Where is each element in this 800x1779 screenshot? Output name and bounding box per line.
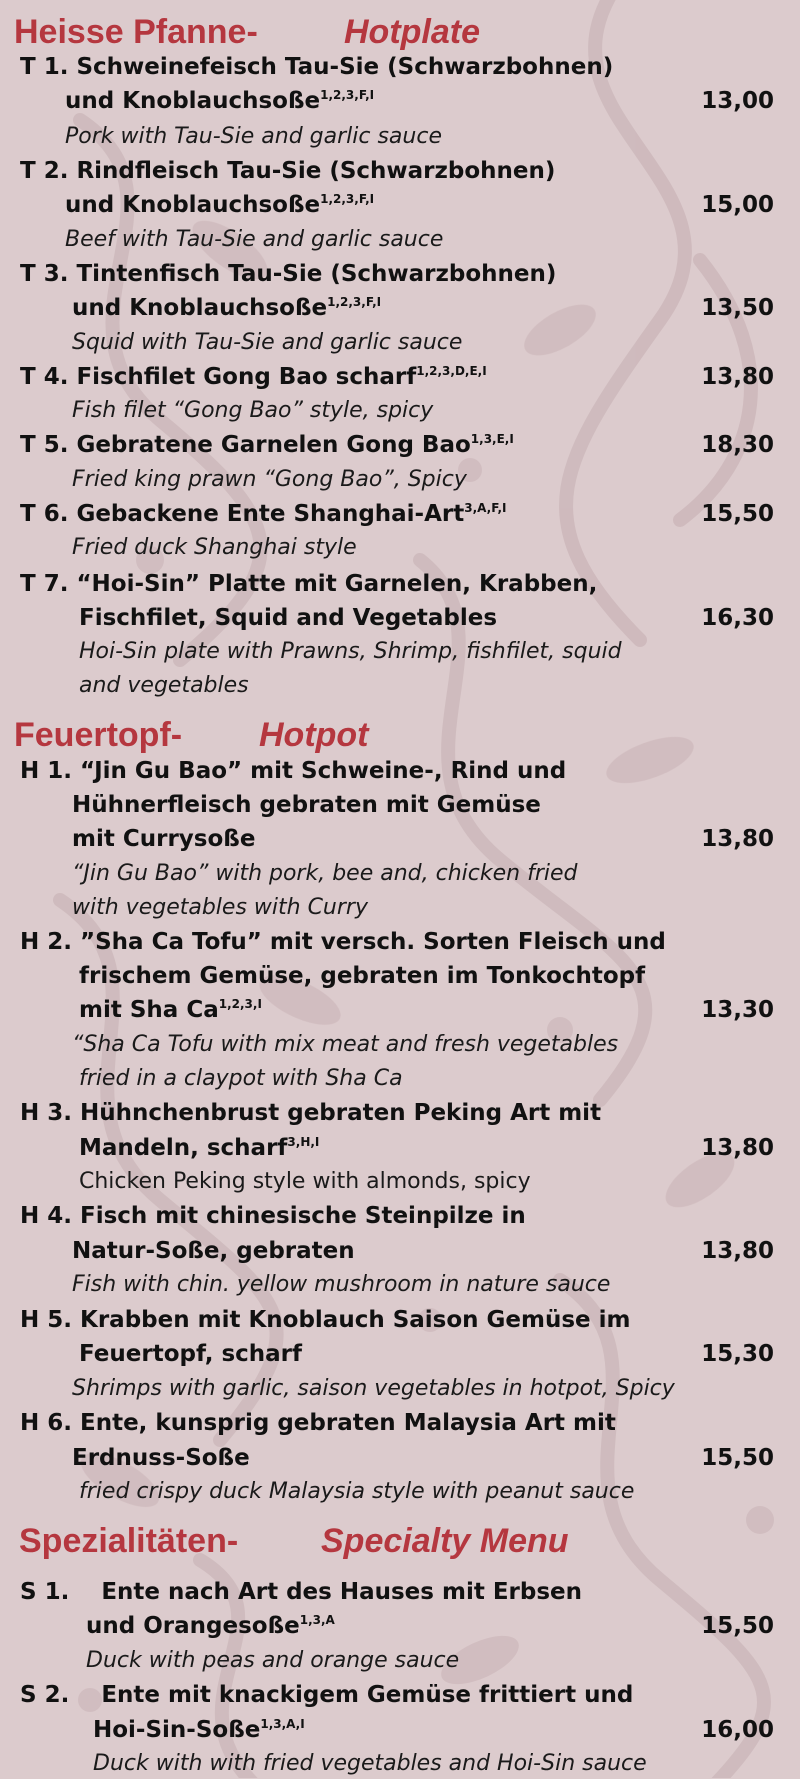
item-description: Duck with peas and orange sauce	[86, 1648, 460, 1673]
section-title-hotplate	[14, 12, 480, 52]
item-price: 15,50	[701, 1613, 774, 1639]
item-description: Fried king prawn “Gong Bao”, Spicy	[72, 467, 467, 492]
allergen-codes: 1,2,3,F,I	[327, 295, 382, 309]
allergen-codes: 1,2,3,I	[218, 997, 262, 1011]
item-description: fried crispy duck Malaysia style with peanut sauce	[79, 1479, 635, 1504]
section-title-de: Heisse Pfanne-	[14, 13, 258, 51]
item-name-line: H 2. ”Sha Ca Tofu” mit versch. Sorten Fleisch und	[20, 929, 666, 955]
item-name-line: S 1. Ente nach Art des Hauses mit Erbsen	[20, 1579, 583, 1605]
section-title-en: Hotplate	[344, 13, 480, 51]
section-title-en: Hotpot	[259, 716, 369, 754]
item-name-line: T 1. Schweinefeisch Tau-Sie (Schwarzbohnen)	[20, 54, 614, 80]
item-name-line: und Knoblauchsoße$^{1,2,3,F,I}$	[65, 192, 375, 218]
allergen-codes: 1,3,A	[299, 1613, 335, 1627]
item-name-line: H 4. Fisch mit chinesische Steinpilze in	[20, 1203, 526, 1229]
allergen-codes: 1,2,3,D,E,I	[416, 364, 487, 378]
item-price: 15,00	[701, 192, 774, 218]
item-name-line: T 6. Gebackene Ente Shanghai-Art$^{3,A,F,I}$	[20, 501, 507, 527]
item-name-line: frischem Gemüse, gebraten im Tonkochtopf	[79, 963, 646, 989]
section-title-en: Specialty Menu	[321, 1522, 569, 1560]
allergen-codes: 3,A,F,I	[464, 501, 507, 515]
item-price: 13,50	[701, 295, 774, 321]
item-price: 13,30	[701, 997, 774, 1023]
item-description: Shrimps with garlic, saison vegetables in hotpot, Spicy	[72, 1376, 675, 1401]
allergen-codes: 1,2,3,F,I	[320, 192, 375, 206]
item-name-line: und Knoblauchsoße$^{1,2,3,F,I}$	[72, 295, 382, 321]
item-price: 18,30	[701, 432, 774, 458]
item-price: 13,80	[701, 364, 774, 390]
item-description: Fish filet “Gong Bao” style, spicy	[72, 398, 434, 423]
section-title-de: Spezialitäten-	[19, 1522, 239, 1560]
item-description: Fish with chin. yellow mushroom in nature sauce	[72, 1272, 611, 1297]
item-price: 13,80	[701, 1238, 774, 1264]
item-price: 13,80	[701, 1135, 774, 1161]
item-description: Duck with with fried vegetables and Hoi-Sin sauce	[93, 1751, 647, 1776]
item-name-line: T 2. Rindfleisch Tau-Sie (Schwarzbohnen)	[20, 158, 556, 184]
item-name-line: und Knoblauchsoße$^{1,2,3,F,I}$	[65, 88, 375, 114]
item-price: 15,30	[701, 1341, 774, 1367]
item-description: Squid with Tau-Sie and garlic sauce	[72, 330, 463, 355]
item-name-line: Fischfilet, Squid and Vegetables	[79, 605, 498, 631]
item-description: with vegetables with Curry	[72, 895, 368, 920]
item-name-line: S 2. Ente mit knackigem Gemüse frittiert und	[20, 1682, 634, 1708]
section-title-de: Feuertopf-	[14, 716, 183, 754]
item-price: 16,00	[701, 1717, 774, 1743]
item-price: 16,30	[701, 605, 774, 631]
item-description: and vegetables	[79, 673, 249, 698]
item-price: 13,00	[701, 88, 774, 114]
item-price: 15,50	[701, 1445, 774, 1471]
item-description: fried in a claypot with Sha Ca	[79, 1066, 403, 1091]
item-description: Beef with Tau-Sie and garlic sauce	[65, 227, 444, 252]
item-name-line: H 5. Krabben mit Knoblauch Saison Gemüse im	[20, 1307, 631, 1333]
item-name-line: Hoi-Sin-Soße$^{1,3,A,I}$	[93, 1717, 305, 1743]
item-price: 13,80	[701, 826, 774, 852]
allergen-codes: 1,2,3,F,I	[320, 88, 375, 102]
item-name-line: Mandeln, scharf$^{3,H,I}$	[79, 1135, 320, 1161]
item-description: “Sha Ca Tofu with mix meat and fresh vegetables	[72, 1032, 619, 1057]
item-name-line: Feuertopf, scharf	[79, 1341, 303, 1367]
item-name-line: Erdnuss-Soße	[72, 1445, 250, 1471]
item-description: Pork with Tau-Sie and garlic sauce	[65, 124, 442, 149]
item-name-line: mit Currysoße	[72, 826, 256, 852]
section-title-specialty	[19, 1521, 569, 1561]
item-description: Chicken Peking style with almonds, spicy	[79, 1169, 531, 1194]
item-description: “Jin Gu Bao” with pork, bee and, chicken fried	[72, 861, 578, 886]
item-name-line: Natur-Soße, gebraten	[72, 1238, 355, 1264]
allergen-codes: 1,3,A,I	[260, 1717, 305, 1731]
item-name-line: T 7. “Hoi-Sin” Platte mit Garnelen, Krabben,	[20, 571, 598, 597]
item-description: Fried duck Shanghai style	[72, 535, 357, 560]
item-name-line: und Orangesoße$^{1,3,A}$	[86, 1613, 335, 1639]
section-title-hotpot	[14, 715, 369, 755]
allergen-codes: 1,3,E,I	[470, 432, 514, 446]
item-name-line: H 1. “Jin Gu Bao” mit Schweine-, Rind und	[20, 758, 567, 784]
item-description: Hoi-Sin plate with Prawns, Shrimp, fishfilet, squid	[79, 639, 622, 664]
item-name-line: T 4. Fischfilet Gong Bao scharf$^{1,2,3,D,E,I}$	[20, 364, 487, 390]
item-name-line: H 3. Hühnchenbrust gebraten Peking Art mit	[20, 1100, 602, 1126]
item-name-line: Hühnerfleisch gebraten mit Gemüse	[72, 792, 541, 818]
item-price: 15,50	[701, 501, 774, 527]
item-name-line: T 3. Tintenfisch Tau-Sie (Schwarzbohnen)	[20, 261, 557, 287]
item-name-line: T 5. Gebratene Garnelen Gong Bao$^{1,3,E,I}$	[20, 432, 514, 458]
allergen-codes: 3,H,I	[287, 1135, 320, 1149]
item-name-line: H 6. Ente, kunsprig gebraten Malaysia Art mit	[20, 1410, 616, 1436]
item-name-line: mit Sha $Ca^{1,2,3,I}$	[79, 997, 262, 1023]
